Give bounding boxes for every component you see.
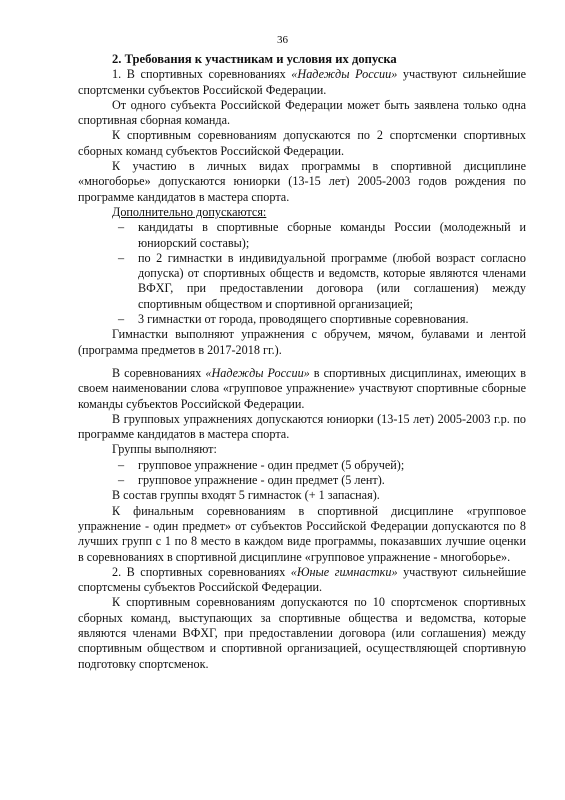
paragraph-11: К спортивным соревнованиям допускаются по 10 спортсменок спортивных сборных команд, выступающих за спортивные общества и ведомства, которые являются членами ВФХГ, при предоставлении договора (или соглашения) между спортивным обществом и спортивной организацией, осуществляющей спортивную подготовку спортсменок. — [78, 595, 526, 671]
additional-list — [78, 220, 526, 327]
paragraph-4: К участию в личных видах программы в спортивной дисциплине «многоборье» допускаются юниорки (13-15 лет) 2005-2003 годов рождения по программе кандидатов в мастера спорта. — [78, 159, 526, 204]
paragraph-7: В групповых упражнениях допускаются юниорки (13-15 лет) 2005-2003 г.р. по программе кандидатов в мастера спорта. — [78, 411, 526, 442]
group-list — [78, 458, 526, 489]
paragraph-3: К спортивным соревнованиям допускаются по 2 спортсменки спортивных сборных команд субъектов Российской Федерации. — [78, 128, 526, 158]
list-item: – 3 гимнастки от города, проводящего спортивные соревнования. — [116, 312, 526, 327]
paragraph-1-text: 1. В спортивных соревнованиях — [112, 67, 292, 82]
competition-name: «Юные гимнастки» — [290, 564, 398, 579]
paragraph-2: От одного субъекта Российской Федерации может быть заявлена только одна спортивная сборная команда. — [78, 97, 526, 128]
competition-name: «Надежды России» — [291, 67, 398, 82]
additional-label-paragraph — [78, 205, 526, 220]
paragraph-6-text: В соревнованиях — [112, 365, 206, 380]
paragraph-10 — [78, 565, 526, 596]
paragraph-6-text-end: в спортивных дисциплинах, имеющих в своем наименовании слова «групповое упражнение» участвуют спортивные сборные команды субъектов Российской Федерации. — [78, 365, 526, 411]
paragraph-1 — [78, 67, 526, 98]
paragraph-10-text-end: участвуют сильнейшие спортсмены субъектов Российской Федерации. — [78, 564, 526, 595]
paragraph-10-text: 2. В спортивных соревнованиях — [112, 564, 291, 579]
groups-label: Группы выполняют: — [112, 442, 217, 457]
document-body — [78, 52, 526, 672]
paragraph-1-text-end: участвуют сильнейшие спортсменки субъектов Российской Федерации. — [78, 67, 526, 97]
paragraph-6 — [78, 366, 526, 412]
paragraph-8: В состав группы входят 5 гимнасток (+ 1 запасная). — [112, 488, 380, 503]
list-item: – кандидаты в спортивные сборные команды России (молодежный и юниорский составы); — [116, 220, 526, 251]
additional-label: Дополнительно допускаются: — [112, 204, 267, 219]
page-number: 36 — [277, 34, 288, 46]
competition-name: «Надежды России» — [205, 365, 310, 380]
paragraph-9: К финальным соревнованиям в спортивной дисциплине «групповое упражнение - один предмет» от субъектов Российской Федерации допускаются по 8 лучших групп с 1 по 8 место в каждом виде программы, показавших лучшие оценки в соревнованиях в спортивной дисциплине «групповое упражнение - многоборье». — [78, 503, 526, 564]
list-item: – групповое упражнение - один предмет (5 лент). — [116, 473, 526, 488]
list-item: – по 2 гимнастки в индивидуальной программе (любой возраст согласно допуска) от спортивных обществ и ведомств, которые являются членами ВФХГ, при предоставлении договора (или соглашения) между спортивным обществом и спортивной организацией; — [116, 251, 526, 312]
list-item: – групповое упражнение - один предмет (5 обручей); — [116, 458, 526, 473]
paragraph-5: Гимнастки выполняют упражнения с обручем, мячом, булавами и лентой (программа предметов в 2017-2018 гг.). — [78, 327, 526, 357]
section-heading: 2. Требования к участникам и условия их допуска — [112, 52, 397, 66]
